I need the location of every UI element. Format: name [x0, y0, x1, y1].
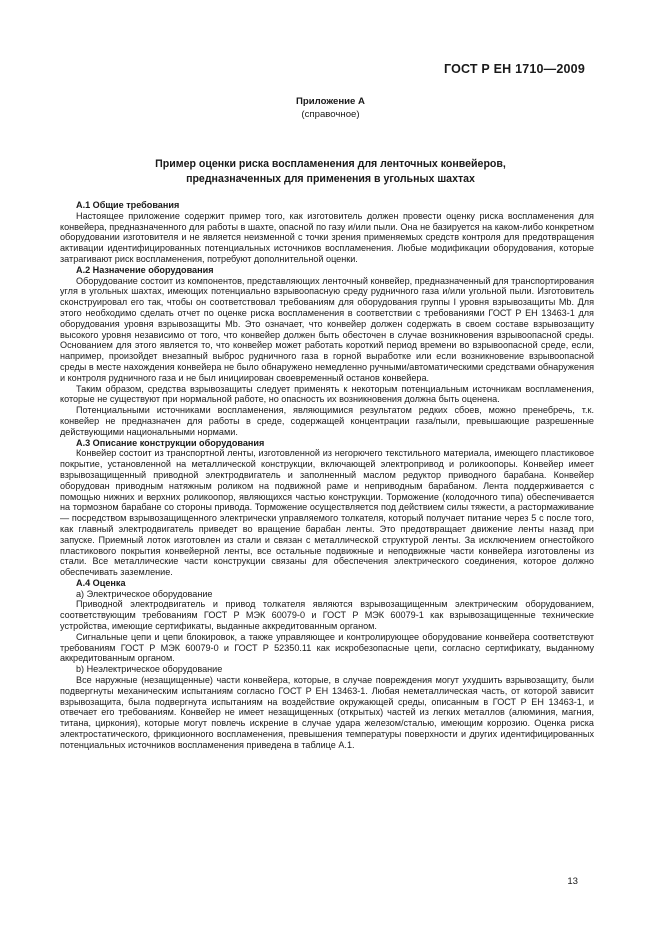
standard-code: ГОСТ Р ЕН 1710—2009 — [443, 62, 585, 76]
paragraph: Настоящее приложение содержит пример того, как изготовитель должен провести оценку риска воспламенения для конвейера, предназначенного для работы в шахте, опасной по газу и/или пыли. Она не базируется на каком-либо конкретном оборудовании изготовителя и не является неизменной с точки зрения применяемых средств контроля для предотвращения активации идентифицированных потенциальных источников воспламенения. Любые модификации оборудования, которые затрагивают риск воспламенения, потребуют дополнительной оценки. — [60, 210, 594, 264]
subsection-non-electrical: b) Неэлектрическое оборудование — [76, 664, 223, 675]
document-body — [60, 200, 594, 751]
annex-subtitle: (справочное) — [301, 109, 360, 120]
paragraph: Таким образом, средства взрывозащиты следует применять к некоторым потенциальным источникам воспламенения, которые не существуют при нормальной работе, но опасность их возникновения должна быть оценена. — [60, 383, 594, 405]
paragraph: Приводной электродвигатель и привод толкателя являются взрывозащищенным электрическим оборудованием, соответствующим требованиям ГОСТ Р МЭК 60079-0 и ГОСТ Р МЭК 60079-1 как взрывозащищенные технические устройства, имеющие сертификаты, выданные аккредитованным органом. — [60, 599, 594, 632]
title-line-1: Пример оценки риска воспламенения для ленточных конвейеров, — [155, 158, 506, 170]
annex-title: Приложение А — [296, 96, 365, 107]
paragraph: Сигнальные цепи и цепи блокировок, а также управляющее и контролирующее оборудование конвейера соответствуют требованиям ГОСТ Р МЭК 60079-0 и ГОСТ Р 52350.11 как искробезопасные цепи, согласно сертификату, выданному аккредитованным органом. — [60, 631, 594, 664]
subsection-electrical: а) Электрическое оборудование — [76, 588, 213, 599]
paragraph: Потенциальными источниками воспламенения, являющимися результатом редких сбоев, можно пренебречь, т.к. конвейер не предназначен для работы в среде, содержащей концентрации газа/пыли, превышающие разрешенные действующими национальными нормами. — [60, 405, 594, 437]
paragraph: Оборудование состоит из компонентов, представляющих ленточный конвейер, предназначенный для транспортирования угля в угольных шахтах, имеющих потенциально взрывоопасную среду рудничного газа и/или угольной пыли. Изготовитель сконструировал его так, чтобы он соответствовал требованиям для оборудования группы I уровня взрывозащиты Mb. Для этого необходимо сделать отчет по оценке риска воспламенения в соответствии с требованиями ГОСТ Р ЕН 13463-1 для оборудования уровня взрывозащиты Mb. Это означает, что конвейер должен содержать в своем составе взрывозащиту высокого уровня независимо от того, что конвейер должен быть обесточен в случае возникновения взрывоопасной среды. Основанием для этого является то, что конвейер может работать короткий период времени во взрывоопасной среде, если, например, произойдет внезапный выброс рудничного газа в горной выработке или если возникновение взрывоопасной среды в месте нахождения конвейера не было обнаружено немедленно ручными/автоматическими средствами обнаружения и контроля рудничного газа и не был инициирован своевременный останов конвейера. — [60, 275, 594, 383]
page-number: 13 — [567, 876, 578, 887]
annex-block — [0, 95, 661, 121]
section-heading-a1: А.1 Общие требования — [76, 200, 180, 210]
paragraph: Конвейер состоит из транспортной ленты, изготовленной из негорючего текстильного материала, имеющего пластиковое покрытие, установленной на металлической конструкции, включающей электропривод и роликоопоры. Конвейер имеет взрывозащищенный приводной электродвигатель и заполненный маслом редуктор приводного барабана. Конвейер оборудован приводным натяжным роликом на подвижной раме и неприводным барабаном. Лента поддерживается с помощью нижних и верхних роликоопор, являющихся частью конструкции. Торможение (колодочного типа) обеспечивается на тормозном барабане со стороны привода. Торможение осуществляется под действием силы тяжести, а растормаживание — посредством взрывозащищенного электрически управляемого толкателя, который получает питание через 5 с после того, как главный электродвигатель приведет во вращение барабан ленты. Это предотвращает движение ленты назад при запуске. Приемный лоток изготовлен из стали и связан с металлической структурой ленты. За исключением огнестойкого пластикового покрытия конвейерной ленты, все остальные подвижные и неподвижные части конвейера изготовлены из стали. Все металлические части конструкции связаны для обеспечения электрического соединения, которое должно обеспечивать заземление. — [60, 448, 594, 578]
document-title — [0, 157, 661, 187]
paragraph: Все наружные (незащищенные) части конвейера, которые, в случае повреждения могут ухудшить взрывозащиту, были подвергнуты механическим испытаниям согласно ГОСТ Р ЕН 13463-1. Любая неметаллическая часть, от которой зависит взрывозащита, была подвергнута испытаниям на воздействие окружающей среды, описанным в ГОСТ Р ЕН 13463-1, и отвечает его требованиям. Конвейер не имеет незащищенных (открытых) частей из легких металлов (алюминия, магния, титана, циркония), которые могут повлечь искрение в случае удара железом/сталью, имеющим коррозию. Оценка риска электростатического, фрикционного воспламенения, превышения температуры поверхности и других идентифицированных потенциальных источников воспламенения приведена в таблице А.1. — [60, 675, 594, 750]
section-heading-a2: А.2 Назначение оборудования — [76, 264, 214, 275]
section-heading-a3: А.3 Описание конструкции оборудования — [76, 437, 265, 448]
section-heading-a4: А.4 Оценка — [76, 577, 126, 588]
title-line-2: предназначенных для применения в угольных шахтах — [186, 173, 475, 185]
